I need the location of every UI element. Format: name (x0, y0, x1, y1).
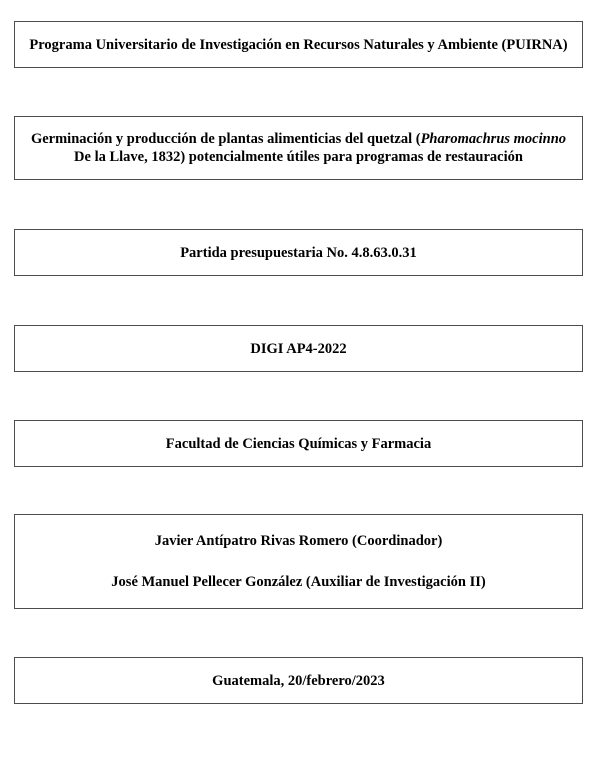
project-title-box (14, 116, 583, 180)
digi-code-box (14, 325, 583, 372)
budget-line-box (14, 229, 583, 276)
program-box (14, 21, 583, 68)
coordinator-name: Javier Antípatro Rivas Romero (Coordinador) (154, 533, 443, 549)
team-box (14, 514, 583, 609)
place-date: Guatemala, 20/febrero/2023 (212, 672, 385, 689)
digi-code: DIGI AP4-2022 (250, 340, 347, 357)
program-name: Programa Universitario de Investigación en Recursos Naturales y Ambiente (PUIRNA) (29, 36, 568, 53)
budget-line: Partida presupuestaria No. 4.8.63.0.31 (180, 244, 417, 261)
project-title-end: De la Llave, 1832) potencialmente útiles para programas de restauración (74, 149, 523, 165)
project-title-start: Germinación y producción de plantas alimenticias del quetzal ( (30, 131, 421, 147)
faculty-box (14, 420, 583, 467)
species-name: Pharomachrus mocinno (420, 131, 567, 147)
faculty-name: Facultad de Ciencias Químicas y Farmacia (165, 435, 432, 452)
project-title (15, 130, 582, 166)
place-date-box (14, 657, 583, 704)
assistant-name: José Manuel Pellecer González (Auxiliar de Investigación II) (111, 574, 486, 590)
